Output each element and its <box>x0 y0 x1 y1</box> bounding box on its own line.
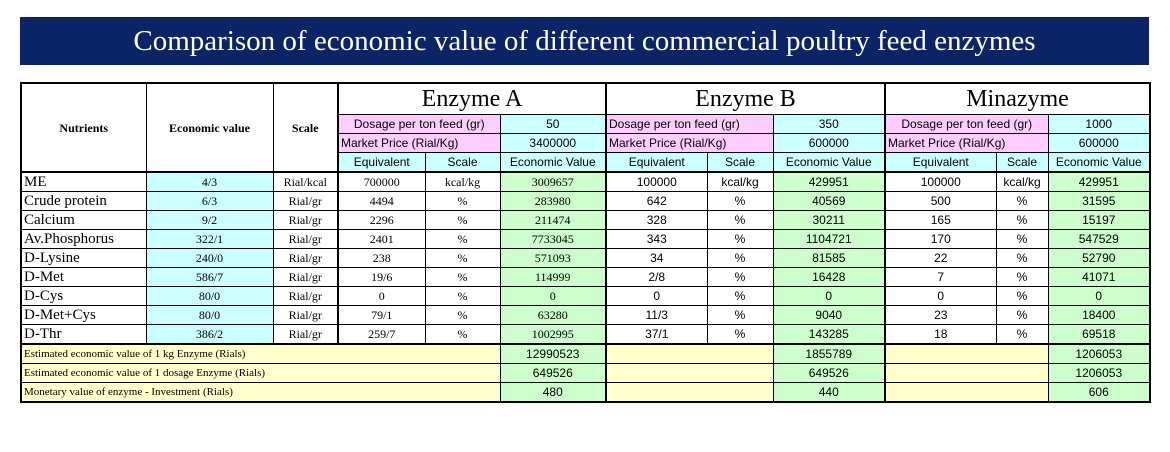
price-value: 600000 <box>773 134 885 153</box>
economic-value-cell: 4/3 <box>146 172 273 192</box>
price-label: Market Price (Rial/Kg) <box>338 134 500 153</box>
col-equivalent: Equivalent <box>606 153 707 173</box>
minazyme-equivalent: 100000 <box>885 172 996 192</box>
scale-cell: Rial/gr <box>273 230 338 249</box>
enzyme-b-summary-value: 440 <box>773 383 885 403</box>
summary-spacer <box>885 383 1048 403</box>
enzyme-b-scale: % <box>707 192 773 211</box>
price-value: 600000 <box>1048 134 1150 153</box>
enzyme-b-economic-value: 30211 <box>773 211 885 230</box>
minazyme-scale: % <box>996 211 1048 230</box>
enzyme-a-scale: kcal/kg <box>425 172 500 192</box>
nutrient-name: D-Met <box>21 268 146 287</box>
minazyme-scale: % <box>996 306 1048 325</box>
nutrient-name: D-Lysine <box>21 249 146 268</box>
summary-row <box>21 383 1150 403</box>
minazyme-scale: % <box>996 287 1048 306</box>
minazyme-header: Minazyme <box>885 83 1150 115</box>
enzyme-b-equivalent: 328 <box>606 211 707 230</box>
col-economic-value: Economic Value <box>1048 153 1150 173</box>
enzyme-b-scale: % <box>707 249 773 268</box>
summary-spacer <box>885 344 1048 364</box>
enzyme-a-scale: % <box>425 211 500 230</box>
economic-value-cell: 386/2 <box>146 325 273 345</box>
enzyme-a-scale: % <box>425 249 500 268</box>
price-label: Market Price (Rial/Kg) <box>606 134 773 153</box>
enzyme-a-equivalent: 259/7 <box>338 325 425 345</box>
scale-cell: Rial/gr <box>273 249 338 268</box>
enzyme-b-summary-value: 649526 <box>773 364 885 383</box>
enzyme-a-equivalent: 2401 <box>338 230 425 249</box>
enzyme-a-equivalent: 2296 <box>338 211 425 230</box>
header-economic-value: Economic value <box>146 83 273 172</box>
dosage-value: 350 <box>773 115 885 134</box>
col-economic-value: Economic Value <box>773 153 885 173</box>
col-scale: Scale <box>425 153 500 173</box>
enzyme-b-equivalent: 37/1 <box>606 325 707 345</box>
col-equivalent: Equivalent <box>885 153 996 173</box>
minazyme-economic-value: 429951 <box>1048 172 1150 192</box>
enzyme-b-economic-value: 143285 <box>773 325 885 345</box>
nutrient-name: D-Met+Cys <box>21 306 146 325</box>
minazyme-scale: % <box>996 325 1048 345</box>
minazyme-summary-value: 606 <box>1048 383 1150 403</box>
scale-cell: Rial/gr <box>273 287 338 306</box>
enzyme-b-scale: kcal/kg <box>707 172 773 192</box>
nutrient-name: D-Thr <box>21 325 146 345</box>
enzyme-a-scale: % <box>425 230 500 249</box>
enzyme-b-equivalent: 11/3 <box>606 306 707 325</box>
col-scale: Scale <box>996 153 1048 173</box>
table-row <box>21 192 1150 211</box>
enzyme-a-scale: % <box>425 287 500 306</box>
enzyme-b-economic-value: 16428 <box>773 268 885 287</box>
table-row <box>21 172 1150 192</box>
enzyme-b-economic-value: 0 <box>773 287 885 306</box>
minazyme-equivalent: 0 <box>885 287 996 306</box>
scale-cell: Rial/gr <box>273 268 338 287</box>
table-row <box>21 325 1150 345</box>
nutrient-name: Crude protein <box>21 192 146 211</box>
table-row <box>21 268 1150 287</box>
summary-row <box>21 344 1150 364</box>
minazyme-scale: % <box>996 268 1048 287</box>
enzyme-b-scale: % <box>707 268 773 287</box>
table-row <box>21 306 1150 325</box>
summary-label: Estimated economic value of 1 dosage Enzyme (Rials) <box>21 364 500 383</box>
enzyme-a-scale: % <box>425 268 500 287</box>
enzyme-b-economic-value: 81585 <box>773 249 885 268</box>
economic-value-cell: 586/7 <box>146 268 273 287</box>
summary-label: Monetary value of enzyme - Investment (Rials) <box>21 383 500 403</box>
enzyme-a-summary-value: 12990523 <box>500 344 606 364</box>
scale-cell: Rial/gr <box>273 211 338 230</box>
enzyme-b-scale: % <box>707 325 773 345</box>
minazyme-economic-value: 18400 <box>1048 306 1150 325</box>
enzyme-a-equivalent: 4494 <box>338 192 425 211</box>
enzyme-a-economic-value: 114999 <box>500 268 606 287</box>
table-row <box>21 230 1150 249</box>
enzyme-b-summary-value: 1855789 <box>773 344 885 364</box>
enzyme-a-scale: % <box>425 306 500 325</box>
enzyme-a-header: Enzyme A <box>338 83 606 115</box>
nutrient-name: ME <box>21 172 146 192</box>
dosage-value: 1000 <box>1048 115 1150 134</box>
price-label: Market Price (Rial/Kg) <box>885 134 1048 153</box>
enzyme-a-economic-value: 7733045 <box>500 230 606 249</box>
minazyme-equivalent: 500 <box>885 192 996 211</box>
summary-row <box>21 364 1150 383</box>
summary-spacer <box>606 344 773 364</box>
enzyme-a-economic-value: 63280 <box>500 306 606 325</box>
table-row <box>21 211 1150 230</box>
header-nutrients: Nutrients <box>21 83 146 172</box>
enzyme-a-equivalent: 19/6 <box>338 268 425 287</box>
economic-value-cell: 322/1 <box>146 230 273 249</box>
economic-value-cell: 80/0 <box>146 287 273 306</box>
dosage-label: Dosage per ton feed (gr) <box>338 115 500 134</box>
enzyme-b-economic-value: 40569 <box>773 192 885 211</box>
col-economic-value: Economic Value <box>500 153 606 173</box>
enzyme-b-scale: % <box>707 306 773 325</box>
minazyme-economic-value: 52790 <box>1048 249 1150 268</box>
scale-cell: Rial/gr <box>273 192 338 211</box>
enzyme-b-equivalent: 2/8 <box>606 268 707 287</box>
page-title: Comparison of economic value of different commercial poultry feed enzymes <box>20 17 1149 65</box>
minazyme-scale: % <box>996 230 1048 249</box>
enzyme-b-equivalent: 642 <box>606 192 707 211</box>
nutrient-name: Av.Phosphorus <box>21 230 146 249</box>
enzyme-b-economic-value: 1104721 <box>773 230 885 249</box>
price-value: 3400000 <box>500 134 606 153</box>
minazyme-economic-value: 31595 <box>1048 192 1150 211</box>
summary-spacer <box>606 364 773 383</box>
enzyme-a-summary-value: 480 <box>500 383 606 403</box>
enzyme-a-economic-value: 283980 <box>500 192 606 211</box>
enzyme-b-equivalent: 100000 <box>606 172 707 192</box>
minazyme-equivalent: 165 <box>885 211 996 230</box>
enzyme-b-equivalent: 0 <box>606 287 707 306</box>
enzyme-a-economic-value: 3009657 <box>500 172 606 192</box>
minazyme-summary-value: 1206053 <box>1048 344 1150 364</box>
enzyme-a-equivalent: 700000 <box>338 172 425 192</box>
enzyme-comparison-table <box>20 82 1151 403</box>
minazyme-equivalent: 22 <box>885 249 996 268</box>
header-scale: Scale <box>273 83 338 172</box>
minazyme-economic-value: 15197 <box>1048 211 1150 230</box>
minazyme-economic-value: 69518 <box>1048 325 1150 345</box>
minazyme-equivalent: 7 <box>885 268 996 287</box>
economic-value-cell: 9/2 <box>146 211 273 230</box>
nutrient-name: D-Cys <box>21 287 146 306</box>
enzyme-a-economic-value: 571093 <box>500 249 606 268</box>
scale-cell: Rial/kcal <box>273 172 338 192</box>
enzyme-a-summary-value: 649526 <box>500 364 606 383</box>
enzyme-a-economic-value: 211474 <box>500 211 606 230</box>
economic-value-cell: 80/0 <box>146 306 273 325</box>
dosage-label: Dosage per ton feed (gr) <box>885 115 1048 134</box>
enzyme-b-header: Enzyme B <box>606 83 885 115</box>
enzyme-a-equivalent: 238 <box>338 249 425 268</box>
minazyme-equivalent: 18 <box>885 325 996 345</box>
enzyme-a-economic-value: 0 <box>500 287 606 306</box>
economic-value-cell: 6/3 <box>146 192 273 211</box>
enzyme-b-equivalent: 343 <box>606 230 707 249</box>
scale-cell: Rial/gr <box>273 306 338 325</box>
minazyme-scale: % <box>996 249 1048 268</box>
table-row <box>21 287 1150 306</box>
enzyme-b-equivalent: 34 <box>606 249 707 268</box>
economic-value-cell: 240/0 <box>146 249 273 268</box>
dosage-label: Dosage per ton feed (gr) <box>606 115 773 134</box>
table-row <box>21 249 1150 268</box>
minazyme-scale: % <box>996 192 1048 211</box>
enzyme-a-economic-value: 1002995 <box>500 325 606 345</box>
minazyme-economic-value: 547529 <box>1048 230 1150 249</box>
enzyme-b-scale: % <box>707 287 773 306</box>
col-equivalent: Equivalent <box>338 153 425 173</box>
nutrient-name: Calcium <box>21 211 146 230</box>
minazyme-economic-value: 41071 <box>1048 268 1150 287</box>
enzyme-b-economic-value: 429951 <box>773 172 885 192</box>
enzyme-b-economic-value: 9040 <box>773 306 885 325</box>
scale-cell: Rial/gr <box>273 325 338 345</box>
minazyme-economic-value: 0 <box>1048 287 1150 306</box>
minazyme-equivalent: 23 <box>885 306 996 325</box>
enzyme-a-equivalent: 0 <box>338 287 425 306</box>
minazyme-equivalent: 170 <box>885 230 996 249</box>
enzyme-b-scale: % <box>707 230 773 249</box>
summary-spacer <box>885 364 1048 383</box>
enzyme-b-scale: % <box>707 211 773 230</box>
minazyme-summary-value: 1206053 <box>1048 364 1150 383</box>
summary-spacer <box>606 383 773 403</box>
enzyme-a-equivalent: 79/1 <box>338 306 425 325</box>
summary-label: Estimated economic value of 1 kg Enzyme (Rials) <box>21 344 500 364</box>
dosage-value: 50 <box>500 115 606 134</box>
enzyme-a-scale: % <box>425 325 500 345</box>
minazyme-scale: kcal/kg <box>996 172 1048 192</box>
enzyme-a-scale: % <box>425 192 500 211</box>
col-scale: Scale <box>707 153 773 173</box>
